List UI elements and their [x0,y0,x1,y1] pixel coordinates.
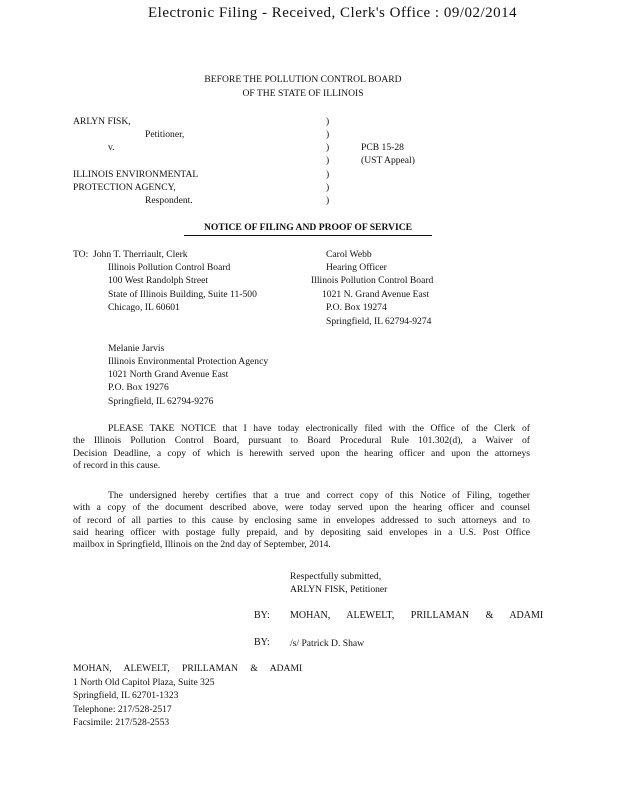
notice-paragraph [73,423,530,472]
agency-line: Illinois Environmental Protection Agency [108,356,269,367]
caption-paren: ) [326,155,330,166]
paragraph-line: PLEASE TAKE NOTICE that I have today electronically filed with the Office of the Clerk of [108,423,530,434]
paragraph-line: The undersigned hereby certifies that a true and correct copy of this Notice of Filing, together [108,490,530,501]
hearing-officer-line: P.O. Box 19274 [326,302,387,313]
caption-paren: ) [326,195,330,206]
petitioner-role: Petitioner, [145,129,185,140]
clerk-line: Illinois Pollution Control Board [108,262,231,273]
caption-paren: ) [326,142,330,153]
versus-label: v. [108,142,115,153]
signer-name: /s/ Patrick D. Shaw [290,638,365,649]
caption-paren: ) [326,129,330,140]
firm-telephone: Telephone: 217/528-2517 [73,704,172,715]
hearing-officer-line: Carol Webb [326,249,372,260]
firm-block-name: MOHAN, ALEWELT, PRILLAMAN & ADAMI [73,663,303,674]
case-type: (UST Appeal) [361,155,415,166]
hearing-officer-line: Hearing Officer [326,262,387,273]
paragraph-line: the Illinois Pollution Control Board, pursuant to Board Procedural Rule 101.302(d), a Waiver of [73,435,530,447]
respondent-name-line2: PROTECTION AGENCY, [73,182,176,193]
paragraph-line: said hearing officer with postage fully prepaid, and by depositing said envelopes in a U.S. Post Office [73,526,530,538]
respondent-role: Respondent. [145,195,193,206]
agency-line: Springfield, IL 62794-9276 [108,396,214,407]
by-label: BY: [254,637,270,648]
notice-title: NOTICE OF FILING AND PROOF OF SERVICE [184,222,432,236]
to-label: TO: [73,249,89,260]
paragraph-line: of record in this cause. [73,459,161,471]
hearing-officer-line: Springfield, IL 62794-9274 [326,316,432,327]
clerk-line: State of Illinois Building, Suite 11-500 [108,289,257,300]
board-name-line1: BEFORE THE POLLUTION CONTROL BOARD [204,74,402,85]
agency-line: 1021 North Grand Avenue East [108,369,229,380]
clerk-line: Chicago, IL 60601 [108,302,180,313]
paragraph-line: mailbox in Springfield, Illinois on the 2nd day of September, 2014. [73,539,331,551]
signing-party: ARLYN FISK, Petitioner [290,584,388,595]
agency-line: P.O. Box 19276 [108,382,169,393]
case-number: PCB 15-28 [361,142,404,153]
clerk-line: 100 West Randolph Street [108,275,209,286]
hearing-officer-line: 1021 N. Grand Avenue East [322,289,430,300]
firm-address-line1: 1 North Old Capitol Plaza, Suite 325 [73,677,215,688]
clerk-line: John T. Therriault, Clerk [93,249,188,260]
caption-paren: ) [326,116,330,127]
filing-stamp: Electronic Filing - Received, Clerk's Office : 09/02/2014 [148,5,518,21]
board-name-line2: OF THE STATE OF ILLINOIS [242,88,364,99]
closing: Respectfully submitted, [290,571,382,582]
petitioner-name: ARLYN FISK, [73,116,131,127]
paragraph-line: with a copy of the document described above, were today served upon the hearing officer and counsel [73,502,530,514]
firm-facsimile: Facsimile: 217/528-2553 [73,717,170,728]
hearing-officer-line: Illinois Pollution Control Board [311,275,434,286]
paragraph-line: of record of all parties to this cause by enclosing same in envelopes addressed to such attorneys and to [73,514,530,526]
firm-address-line2: Springfield, IL 62701-1323 [73,690,179,701]
by-label: BY: [254,610,270,621]
firm-name: MOHAN, ALEWELT, PRILLAMAN & ADAMI [290,610,544,621]
respondent-name-line1: ILLINOIS ENVIRONMENTAL [73,169,199,180]
caption-paren: ) [326,182,330,193]
certificate-paragraph [73,490,530,551]
paragraph-line: Decision Deadline, a copy of which is herewith served upon the hearing officer and upon the attorneys [73,447,530,459]
agency-line: Melanie Jarvis [108,343,165,354]
caption-paren: ) [326,169,330,180]
